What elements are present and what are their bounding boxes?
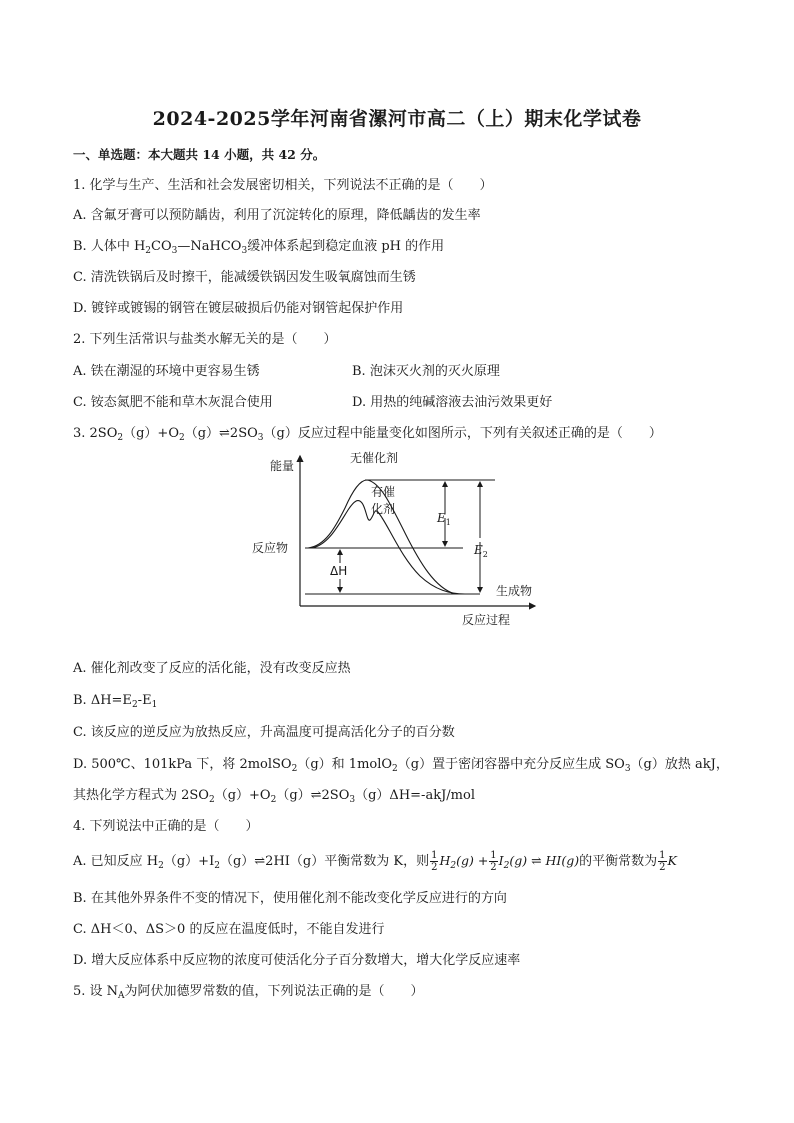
fraction-half-1: $\frac{1}{2}$	[431, 850, 438, 873]
question-4-option-a: A. 已知反应 $H_2(g)+I_2(g)\rightleftharpoons 2HI(g)$平衡常数为 K，则 $\frac{1}{2}$ $H_2(g)$ + $\frac{1}{2}$ $I_2(g)$ ⇌ HI(g)的平衡常数为 $\frac{1}{2}$ K	[73, 850, 677, 873]
question-3-option-d-line2: 其热化学方程式为 $2SO_2(g)+O_2(g)\rightleftharpoons 2SO_3(g)\Delta H=-akJ$/mol	[73, 788, 475, 805]
question-1-option-d: D. 镀锌或镀锡的钢管在镀层破损后仍能对钢管起保护作用	[73, 301, 404, 316]
question-2-option-b: B. 泡沫灭火剂的灭火原理	[352, 364, 500, 379]
question-2-option-c: C. 铵态氮肥不能和草木灰混合使用	[73, 395, 273, 410]
x-axis-label: 反应过程	[462, 613, 511, 627]
fraction-half-2: $\frac{1}{2}$	[490, 850, 497, 873]
catalyst-label-line2: 化剂	[371, 502, 396, 516]
e1-label: $E_1$	[437, 511, 451, 527]
fraction-half-3: $\frac{1}{2}$	[659, 850, 666, 873]
page-title: 2024-2025学年河南省漯河市高二（上）期末化学试卷	[152, 108, 642, 130]
catalyst-label-line1: 有催	[371, 485, 396, 499]
products-label: 生成物	[496, 584, 533, 598]
question-3-option-c: C. 该反应的逆反应为放热反应，升高温度可提高活化分子的百分数	[73, 725, 455, 740]
question-1-option-b: B. 人体中 $H_2CO_3—NaHCO_3$缓冲体系起到稳定血液 pH 的作用	[73, 239, 445, 256]
question-2-option-a: A. 铁在潮湿的环境中更容易生锈	[73, 364, 260, 379]
question-3-option-b: B. $\Delta H=E_2-E_1$	[73, 693, 158, 710]
section-heading: 一、单选题：本大题共 14 小题，共 42 分。	[73, 147, 326, 162]
e2-label: $E_2$	[474, 543, 488, 559]
question-3-option-a: A. 催化剂改变了反应的活化能，没有改变反应热	[73, 661, 351, 676]
dh-label: ΔH	[330, 564, 348, 578]
question-3-stem: 3. $2SO_2(g)+O_2(g)\rightleftharpoons 2SO_3(g)$反应过程中能量变化如图所示，下列有关叙述正确的是（ ）	[73, 426, 662, 443]
question-4-option-c: C. ΔH＜0、ΔS＞0 的反应在温度低时，不能自发进行	[73, 922, 385, 937]
no-catalyst-label: 无催化剂	[350, 451, 399, 465]
question-5-stem: 5. 设 $N_A$为阿伏加德罗常数的值，下列说法正确的是（ ）	[73, 984, 424, 1001]
question-4-option-b: B. 在其他外界条件不变的情况下，使用催化剂不能改变化学反应进行的方向	[73, 891, 507, 906]
question-4-stem: 4. 下列说法中正确的是（ ）	[73, 819, 259, 834]
question-1-stem: 1. 化学与生产、生活和社会发展密切相关，下列说法不正确的是（ ）	[73, 178, 493, 193]
question-2-option-d: D. 用热的纯碱溶液去油污效果更好	[352, 395, 553, 410]
question-3-option-d-line1: D. 500℃、101kPa 下，将 2molSO$_2$（g）和 1molO$_2$（g）置于密闭容器中充分反应生成 $SO_3(g)$放热 akJ，	[73, 757, 729, 774]
question-1-option-c: C. 清洗铁锅后及时擦干，能减缓铁锅因发生吸氧腐蚀而生锈	[73, 270, 416, 285]
energy-diagram	[250, 448, 550, 633]
y-axis-label: 能量	[270, 459, 295, 473]
question-4-option-d: D. 增大反应体系中反应物的浓度可使活化分子百分数增大，增大化学反应速率	[73, 953, 521, 968]
question-1-option-a: A. 含氟牙膏可以预防龋齿，利用了沉淀转化的原理，降低龋齿的发生率	[73, 208, 481, 223]
reactants-label: 反应物	[252, 541, 289, 555]
question-2-stem: 2. 下列生活常识与盐类水解无关的是（ ）	[73, 332, 337, 347]
